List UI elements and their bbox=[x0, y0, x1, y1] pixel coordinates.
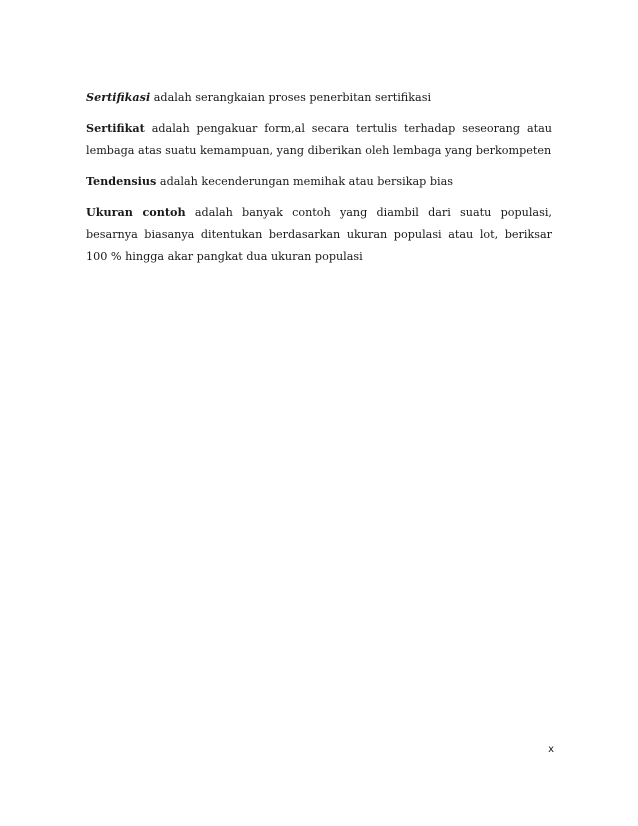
glossary-term: Sertifikat bbox=[86, 121, 145, 135]
glossary-term: Tendensius bbox=[86, 174, 157, 188]
glossary-entry-sertifikasi bbox=[86, 86, 552, 109]
glossary-definition: adalah banyak contoh yang diambil dari suatu populasi, besarnya biasanya ditentukan berdasarkan ukuran populasi atau lot, beriksar 100 % hingga akar pangkat dua ukuran populasi bbox=[86, 206, 552, 263]
glossary-definition: adalah kecenderungan memihak atau bersikap bias bbox=[156, 175, 454, 188]
glossary-entry-tendensius bbox=[86, 170, 552, 193]
glossary-definition: adalah pengakuar form,al secara tertulis terhadap seseorang atau lembaga atas suatu kemampuan, yang diberikan oleh lembaga yang berkompeten bbox=[86, 122, 552, 157]
glossary-term: Ukuran contoh bbox=[86, 205, 186, 219]
glossary-definition: adalah serangkaian proses penerbitan sertifikasi bbox=[150, 91, 432, 104]
page-number: x bbox=[548, 744, 554, 755]
glossary-content bbox=[86, 86, 552, 276]
glossary-entry-sertifikat bbox=[86, 117, 552, 162]
glossary-term: Sertifikasi bbox=[86, 90, 151, 104]
glossary-entry-ukuran-contoh bbox=[86, 201, 552, 268]
